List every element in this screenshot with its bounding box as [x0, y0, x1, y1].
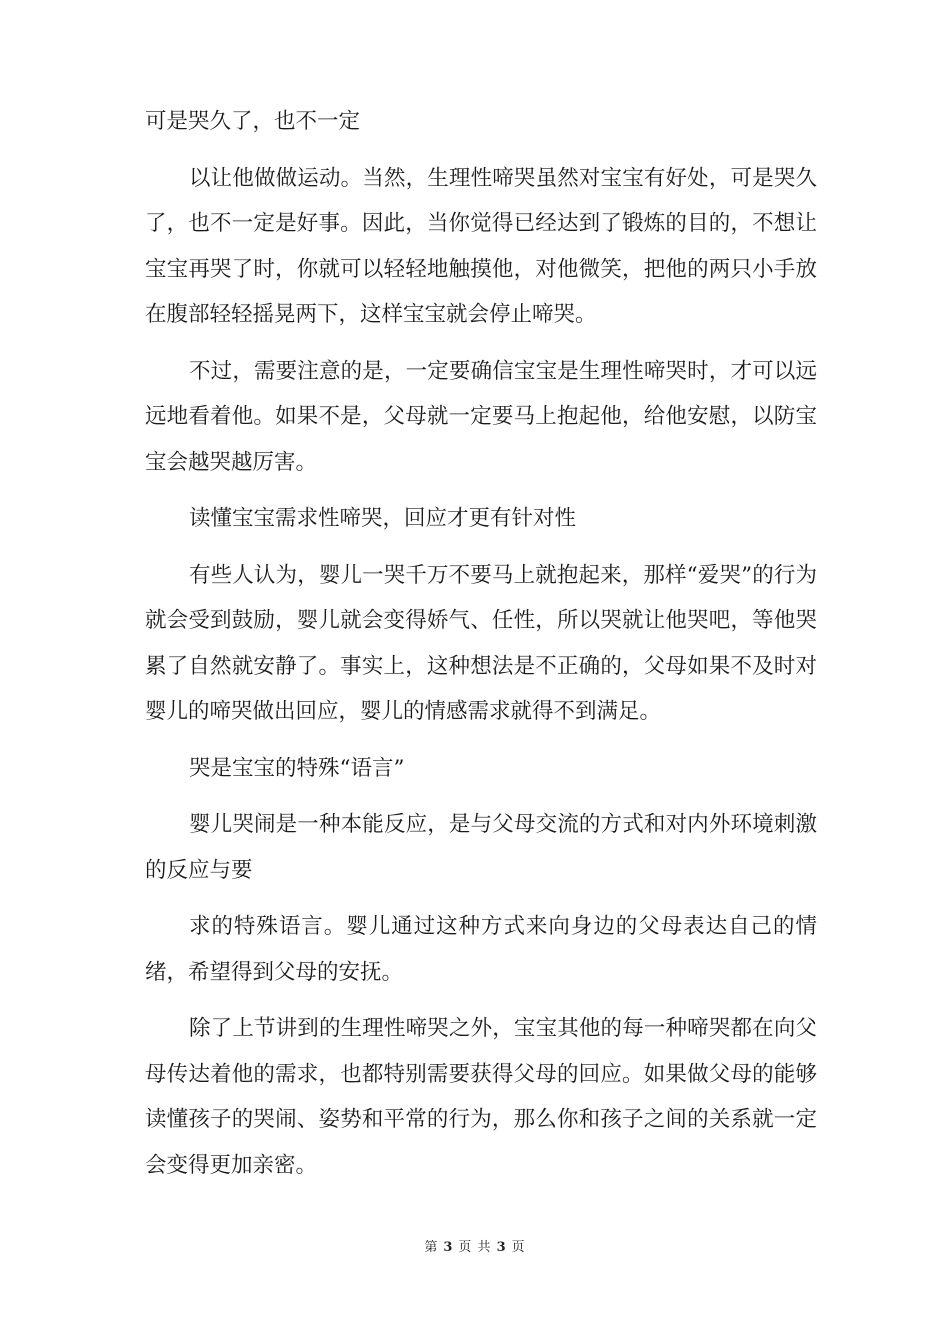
- section-heading-crying-language: 哭是宝宝的特殊“语言”: [189, 755, 405, 781]
- paragraph-9: 除了上节讲到的生理性啼哭之外，宝宝其他的每一种啼哭都在向父母传达着他的需求，也都特别需要获得父母的回应。如果做父母的能够读懂孩子的哭闹、姿势和平常的行为，那么你和孩子之间的关系就一定会变得更加亲密。: [145, 1016, 817, 1178]
- page-footer: [0, 1236, 950, 1255]
- paragraph-1: 可是哭久了，也不一定: [145, 109, 361, 134]
- paragraph-7: 婴儿哭闹是一种本能反应，是与父母交流的方式和对内外环境刺激的反应与要: [145, 812, 817, 883]
- footer-suffix: 页: [511, 1240, 526, 1255]
- paragraph-5: 有些人认为，婴儿一哭千万不要马上就抱起来，那样“爱哭”的行为就会受到鼓励，婴儿就会变得娇气、任性，所以哭就让他哭吧，等他哭累了自然就安静了。事实上，这种想法是不正确的，父母如果不及时对婴儿的啼哭做出回应，婴儿的情感需求就得不到满足。: [145, 562, 817, 724]
- footer-prefix: 第: [424, 1240, 439, 1255]
- footer-middle: 页 共: [458, 1240, 492, 1255]
- total-page-number: 3: [496, 1240, 507, 1255]
- paragraph-2: 以让他做做运动。当然，生理性啼哭虽然对宝宝有好处，可是哭久了，也不一定是好事。因此，当你觉得已经达到了锻炼的目的，不想让宝宝再哭了时，你就可以轻轻地触摸他，对他微笑，把他的两只小手放在腹部轻轻摇晃两下，这样宝宝就会停止啼哭。: [145, 165, 817, 327]
- section-heading-demand-crying: 读懂宝宝需求性啼哭，回应才更有针对性: [189, 506, 577, 531]
- paragraph-8: 求的特殊语言。婴儿通过这种方式来向身边的父母表达自己的情绪，希望得到父母的安抚。: [145, 914, 817, 985]
- current-page-number: 3: [443, 1240, 454, 1255]
- document-body: [145, 99, 817, 1199]
- paragraph-3: 不过，需要注意的是，一定要确信宝宝是生理性啼哭时，才可以远远地看着他。如果不是，父母就一定要马上抱起他，给他安慰，以防宝宝会越哭越厉害。: [145, 358, 817, 475]
